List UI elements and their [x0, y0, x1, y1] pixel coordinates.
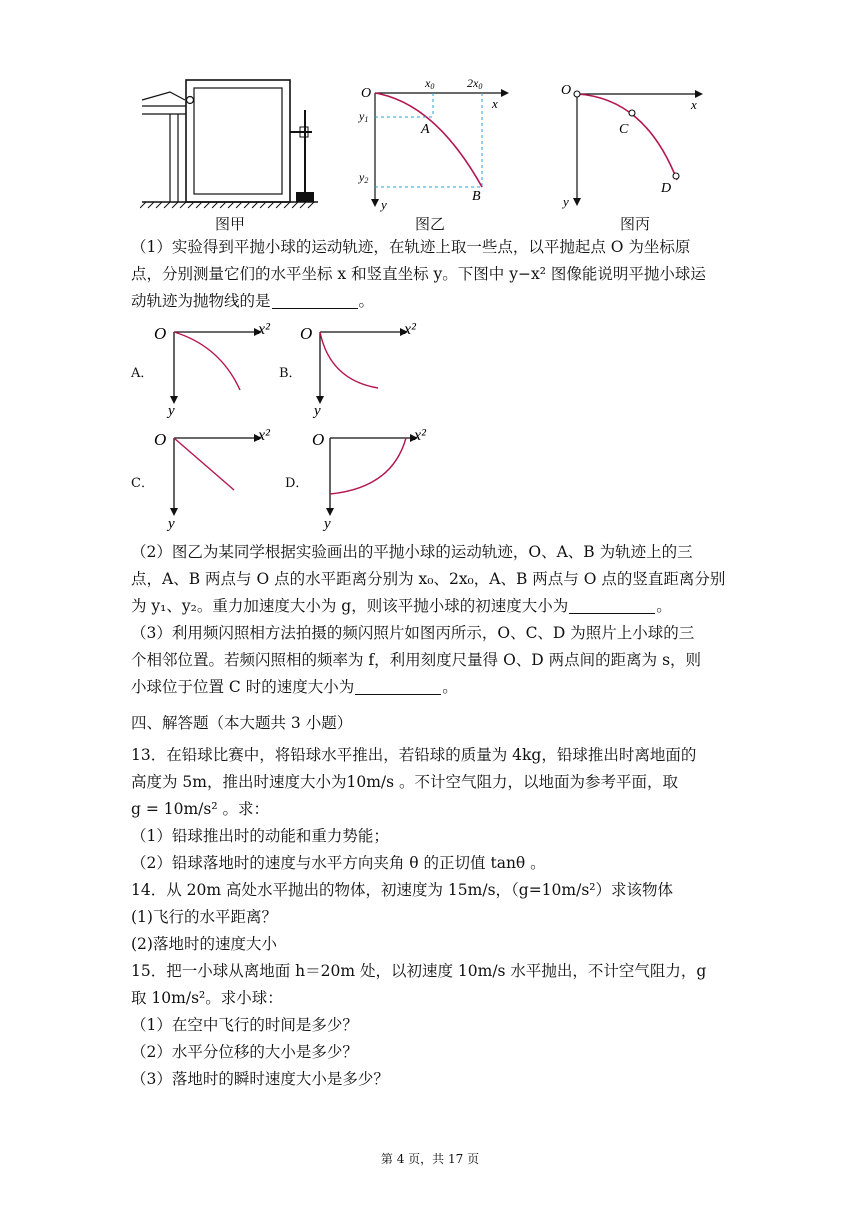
trajectory-curve [577, 94, 677, 180]
svg-text:2x0: 2x0 [467, 76, 483, 91]
svg-text:y: y [324, 516, 331, 532]
option-a-graph [150, 318, 280, 418]
trajectory-curve [375, 93, 482, 187]
q15-line2: 取 10m/s²。求小球： [131, 989, 283, 1007]
q12-part3-line1: （3）利用频闪照相方法拍摄的频闪照片如图丙所示，O、C、D 为照片上小球的三 [131, 624, 695, 642]
option-c-graph [150, 424, 280, 532]
answer-blank [272, 292, 358, 309]
q14-line1: 14．从 20m 高处水平抛出的物体，初速度为 15m/s，（g=10m/s²）求该物体 [131, 881, 673, 899]
q13-sub2: （2）铅球落地时的速度与水平方向夹角 θ 的正切值 tanθ 。 [131, 854, 546, 872]
svg-text:O: O [312, 430, 325, 449]
q12-part1-line3: 动轨迹为抛物线的是 。 [131, 292, 375, 310]
svg-text:x²: x² [414, 427, 426, 444]
svg-text:y: y [563, 194, 569, 209]
svg-text:x²: x² [258, 427, 270, 444]
q12-part2-line1: （2）图乙为某同学根据实验画出的平抛小球的运动轨迹，O、A、B 为轨迹上的三 [131, 543, 693, 561]
option-d-label: D． [285, 476, 309, 491]
answer-blank [355, 678, 441, 695]
q14-sub2: (2)落地时的速度大小 [131, 935, 277, 953]
answer-blank [569, 597, 655, 614]
option-d-graph [306, 424, 436, 532]
q15-sub3: （3）落地时的瞬时速度大小是多少？ [131, 1070, 389, 1088]
caption-jia: 图甲 [215, 215, 246, 233]
svg-text:x: x [492, 96, 498, 111]
svg-text:O: O [300, 324, 313, 343]
svg-text:O: O [561, 83, 572, 98]
svg-text:x²: x² [404, 321, 416, 338]
option-a-label: A． [131, 366, 154, 381]
origin-label: O [361, 86, 372, 101]
svg-text:y: y [314, 403, 321, 418]
q12-part3-line2: 个相邻位置。若频闪照相的频率为 f，利用刻度尺量得 O、D 两点间的距离为 s，则 [131, 651, 702, 669]
svg-text:y1: y1 [359, 109, 369, 124]
q12-part1-line2: 点，分别测量它们的水平坐标 x 和竖直坐标 y。下图中 y−x² 图像能说明平抛小球运 [131, 265, 706, 283]
svg-text:x²: x² [258, 321, 270, 338]
q13-line3: g = 10m/s² 。求： [131, 800, 270, 818]
page-footer: 第 4 页，共 17 页 [380, 1152, 480, 1166]
trajectory-figure-yi [355, 75, 510, 215]
q15-line1: 15．把一小球从离地面 h＝20m 处，以初速度 10m/s 水平抛出，不计空气阻力，g [131, 962, 707, 980]
q13-line2: 高度为 5m，推出时速度大小为10m/s 。不计空气阻力，以地面为参考平面，取 [131, 773, 679, 791]
apparatus-figure [140, 70, 320, 210]
option-b-label: B． [279, 366, 302, 381]
caption-bing: 图丙 [620, 215, 651, 233]
svg-text:x: x [691, 97, 697, 112]
q12-part3-line3: 小球位于位置 C 时的速度大小为 。 [131, 678, 458, 696]
q14-sub1: (1)飞行的水平距离？ [131, 908, 277, 926]
q12-part2-line3: 为 y₁、y₂。重力加速度大小为 g，则该平抛小球的初速度大小为 。 [131, 597, 672, 615]
q12-part2-line2: 点，A、B 两点与 O 点的水平距离分别为 x₀、2x₀，A、B 两点与 O 点的竖直距离分别 [131, 570, 726, 588]
q13-line1: 13．在铅球比赛中，将铅球水平推出，若铅球的质量为 4kg，铅球推出时离地面的 [131, 746, 697, 764]
point-d-label: D [661, 181, 672, 196]
q12-part1-line1: （1）实验得到平抛小球的运动轨迹，在轨迹上取一些点，以平抛起点 O 为坐标原 [131, 238, 691, 256]
q15-sub2: （2）水平分位移的大小是多少？ [131, 1043, 358, 1061]
svg-text:x0: x0 [425, 76, 435, 91]
svg-text:y: y [168, 403, 175, 418]
point-a-label: A [421, 122, 430, 137]
svg-text:O: O [154, 430, 167, 449]
q15-sub1: （1）在空中飞行的时间是多少？ [131, 1016, 358, 1034]
q13-sub1: （1）铅球推出时的动能和重力势能； [131, 827, 389, 845]
flash-photo-figure-bing [555, 80, 705, 215]
section-title: 四、解答题（本大题共 3 小题） [131, 714, 353, 732]
svg-text:y2: y2 [359, 170, 369, 185]
point-b-label: B [472, 189, 481, 204]
option-c-label: C． [131, 476, 154, 491]
svg-text:y: y [168, 516, 175, 532]
svg-text:O: O [154, 324, 167, 343]
option-b-graph [296, 318, 426, 418]
svg-text:y: y [381, 197, 387, 212]
caption-yi: 图乙 [415, 215, 446, 233]
point-c-label: C [619, 122, 629, 137]
